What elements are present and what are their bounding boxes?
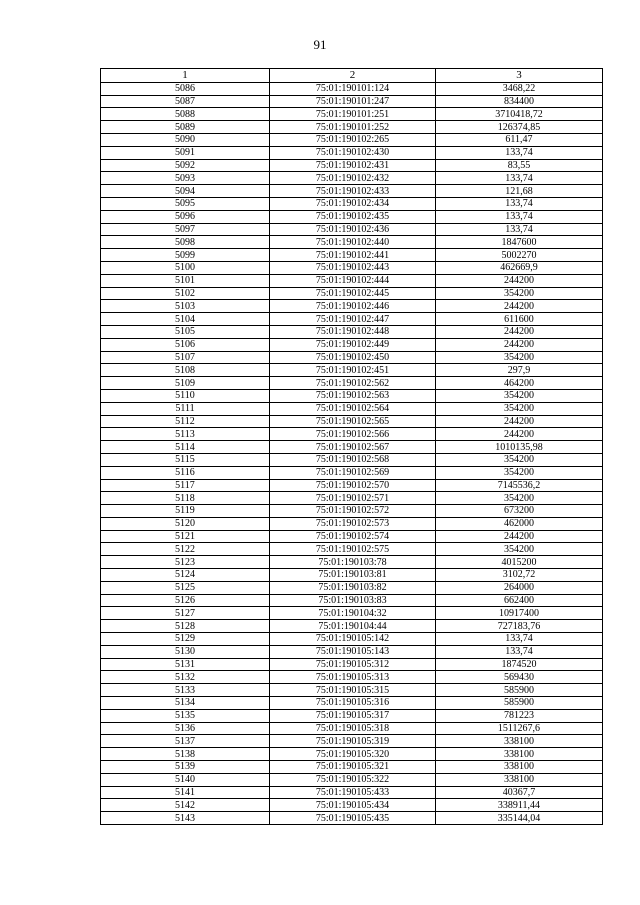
row-number-cell: 5139: [101, 761, 270, 774]
table-row: [101, 249, 603, 262]
table-row: [101, 735, 603, 748]
row-number-cell: 5131: [101, 658, 270, 671]
table-row: [101, 313, 603, 326]
cadastral-number-cell: 75:01:190102:435: [270, 210, 436, 223]
cadastral-value-cell: 338100: [436, 735, 603, 748]
row-number-cell: 5089: [101, 121, 270, 134]
cadastral-number-cell: 75:01:190102:570: [270, 479, 436, 492]
table-row: [101, 773, 603, 786]
row-number-cell: 5104: [101, 313, 270, 326]
row-number-cell: 5090: [101, 133, 270, 146]
cadastral-number-cell: 75:01:190103:81: [270, 569, 436, 582]
column-header: 2: [270, 69, 436, 83]
row-number-cell: 5126: [101, 594, 270, 607]
cadastral-value-cell: 5002270: [436, 249, 603, 262]
cadastral-number-cell: 75:01:190103:83: [270, 594, 436, 607]
cadastral-value-cell: 569430: [436, 671, 603, 684]
table-row: [101, 453, 603, 466]
table-body: [101, 82, 603, 824]
table-row: [101, 236, 603, 249]
cadastral-value-cell: 3710418,72: [436, 108, 603, 121]
row-number-cell: 5141: [101, 786, 270, 799]
cadastral-value-cell: 354200: [436, 543, 603, 556]
cadastral-number-cell: 75:01:190102:451: [270, 364, 436, 377]
row-number-cell: 5099: [101, 249, 270, 262]
cadastral-value-cell: 244200: [436, 325, 603, 338]
cadastral-number-cell: 75:01:190102:447: [270, 313, 436, 326]
cadastral-value-cell: 834400: [436, 95, 603, 108]
cadastral-number-cell: 75:01:190103:82: [270, 581, 436, 594]
cadastral-value-cell: 133,74: [436, 223, 603, 236]
cadastral-number-cell: 75:01:190101:251: [270, 108, 436, 121]
cadastral-number-cell: 75:01:190102:565: [270, 415, 436, 428]
cadastral-number-cell: 75:01:190102:574: [270, 530, 436, 543]
row-number-cell: 5096: [101, 210, 270, 223]
cadastral-number-cell: 75:01:190102:431: [270, 159, 436, 172]
table-row: [101, 633, 603, 646]
cadastral-value-cell: 354200: [436, 287, 603, 300]
cadastral-number-cell: 75:01:190102:432: [270, 172, 436, 185]
row-number-cell: 5109: [101, 377, 270, 390]
cadastral-value-cell: 611600: [436, 313, 603, 326]
cadastral-number-cell: 75:01:190102:573: [270, 517, 436, 530]
table-row: [101, 517, 603, 530]
cadastral-number-cell: 75:01:190102:265: [270, 133, 436, 146]
row-number-cell: 5118: [101, 492, 270, 505]
cadastral-value-cell: 354200: [436, 492, 603, 505]
table-row: [101, 159, 603, 172]
cadastral-number-cell: 75:01:190102:567: [270, 441, 436, 454]
table-row: [101, 761, 603, 774]
cadastral-value-cell: 1511267,6: [436, 722, 603, 735]
table-row: [101, 146, 603, 159]
cadastral-value-cell: 354200: [436, 466, 603, 479]
cadastral-value-cell: 585900: [436, 684, 603, 697]
row-number-cell: 5119: [101, 505, 270, 518]
cadastral-value-cell: 121,68: [436, 185, 603, 198]
cadastral-value-cell: 338100: [436, 773, 603, 786]
table-row: [101, 581, 603, 594]
cadastral-value-cell: 354200: [436, 389, 603, 402]
cadastral-value-cell: 354200: [436, 351, 603, 364]
row-number-cell: 5121: [101, 530, 270, 543]
table-row: [101, 594, 603, 607]
cadastral-value-cell: 133,74: [436, 172, 603, 185]
cadastral-number-cell: 75:01:190104:32: [270, 607, 436, 620]
table-row: [101, 492, 603, 505]
table-row: [101, 95, 603, 108]
table-row: [101, 505, 603, 518]
cadastral-value-cell: 133,74: [436, 146, 603, 159]
cadastral-number-cell: 75:01:190102:566: [270, 428, 436, 441]
cadastral-value-cell: 1847600: [436, 236, 603, 249]
cadastral-value-cell: 462669,9: [436, 261, 603, 274]
cadastral-value-cell: 611,47: [436, 133, 603, 146]
row-number-cell: 5122: [101, 543, 270, 556]
cadastral-number-cell: 75:01:190105:320: [270, 748, 436, 761]
row-number-cell: 5103: [101, 300, 270, 313]
cadastral-number-cell: 75:01:190105:319: [270, 735, 436, 748]
row-number-cell: 5091: [101, 146, 270, 159]
row-number-cell: 5134: [101, 697, 270, 710]
cadastral-value-cell: 244200: [436, 274, 603, 287]
cadastral-value-cell: 244200: [436, 530, 603, 543]
cadastral-number-cell: 75:01:190102:571: [270, 492, 436, 505]
cadastral-value-cell: 3102,72: [436, 569, 603, 582]
table-row: [101, 172, 603, 185]
table-row: [101, 799, 603, 812]
row-number-cell: 5140: [101, 773, 270, 786]
cadastral-value-cell: 40367,7: [436, 786, 603, 799]
cadastral-number-cell: 75:01:190105:316: [270, 697, 436, 710]
row-number-cell: 5135: [101, 709, 270, 722]
table-row: [101, 351, 603, 364]
row-number-cell: 5110: [101, 389, 270, 402]
table-row: [101, 300, 603, 313]
table-row: [101, 377, 603, 390]
table-row: [101, 428, 603, 441]
cadastral-value-cell: 464200: [436, 377, 603, 390]
cadastral-value-cell: 335144,04: [436, 812, 603, 825]
cadastral-number-cell: 75:01:190102:430: [270, 146, 436, 159]
row-number-cell: 5128: [101, 620, 270, 633]
table-row: [101, 338, 603, 351]
cadastral-value-cell: 1874520: [436, 658, 603, 671]
table-row: [101, 108, 603, 121]
row-number-cell: 5112: [101, 415, 270, 428]
row-number-cell: 5105: [101, 325, 270, 338]
cadastral-value-cell: 133,74: [436, 645, 603, 658]
table-header-row: [101, 69, 603, 83]
row-number-cell: 5130: [101, 645, 270, 658]
cadastral-value-cell: 244200: [436, 300, 603, 313]
row-number-cell: 5132: [101, 671, 270, 684]
row-number-cell: 5101: [101, 274, 270, 287]
row-number-cell: 5117: [101, 479, 270, 492]
table-row: [101, 287, 603, 300]
table-row: [101, 389, 603, 402]
cadastral-number-cell: 75:01:190105:435: [270, 812, 436, 825]
row-number-cell: 5124: [101, 569, 270, 582]
cadastral-value-cell: 462000: [436, 517, 603, 530]
table-row: [101, 748, 603, 761]
cadastral-value-table: [100, 68, 603, 825]
cadastral-number-cell: 75:01:190102:450: [270, 351, 436, 364]
table-row: [101, 121, 603, 134]
row-number-cell: 5087: [101, 95, 270, 108]
table-row: [101, 786, 603, 799]
cadastral-value-cell: 781223: [436, 709, 603, 722]
row-number-cell: 5133: [101, 684, 270, 697]
row-number-cell: 5113: [101, 428, 270, 441]
row-number-cell: 5092: [101, 159, 270, 172]
cadastral-number-cell: 75:01:190102:448: [270, 325, 436, 338]
table-row: [101, 364, 603, 377]
cadastral-value-cell: 662400: [436, 594, 603, 607]
row-number-cell: 5111: [101, 402, 270, 415]
table-row: [101, 223, 603, 236]
table-row: [101, 197, 603, 210]
cadastral-value-cell: 297,9: [436, 364, 603, 377]
cadastral-number-cell: 75:01:190102:445: [270, 287, 436, 300]
cadastral-number-cell: 75:01:190102:449: [270, 338, 436, 351]
cadastral-number-cell: 75:01:190102:434: [270, 197, 436, 210]
cadastral-value-cell: 338100: [436, 761, 603, 774]
cadastral-value-cell: 10917400: [436, 607, 603, 620]
cadastral-number-cell: 75:01:190105:318: [270, 722, 436, 735]
row-number-cell: 5107: [101, 351, 270, 364]
table-row: [101, 697, 603, 710]
cadastral-value-cell: 1010135,98: [436, 441, 603, 454]
table-row: [101, 607, 603, 620]
cadastral-value-cell: 354200: [436, 453, 603, 466]
row-number-cell: 5106: [101, 338, 270, 351]
table-row: [101, 82, 603, 95]
cadastral-value-cell: 338911,44: [436, 799, 603, 812]
table-row: [101, 441, 603, 454]
cadastral-number-cell: 75:01:190103:78: [270, 556, 436, 569]
cadastral-number-cell: 75:01:190105:433: [270, 786, 436, 799]
row-number-cell: 5125: [101, 581, 270, 594]
table-row: [101, 185, 603, 198]
row-number-cell: 5095: [101, 197, 270, 210]
table-row: [101, 722, 603, 735]
table-row: [101, 133, 603, 146]
cadastral-number-cell: 75:01:190105:313: [270, 671, 436, 684]
cadastral-number-cell: 75:01:190102:433: [270, 185, 436, 198]
cadastral-value-cell: 354200: [436, 402, 603, 415]
cadastral-number-cell: 75:01:190102:440: [270, 236, 436, 249]
row-number-cell: 5094: [101, 185, 270, 198]
cadastral-number-cell: 75:01:190102:562: [270, 377, 436, 390]
cadastral-number-cell: 75:01:190104:44: [270, 620, 436, 633]
cadastral-number-cell: 75:01:190102:441: [270, 249, 436, 262]
table-row: [101, 479, 603, 492]
cadastral-number-cell: 75:01:190102:444: [270, 274, 436, 287]
cadastral-value-cell: 7145536,2: [436, 479, 603, 492]
table-row: [101, 658, 603, 671]
cadastral-number-cell: 75:01:190105:142: [270, 633, 436, 646]
cadastral-number-cell: 75:01:190105:143: [270, 645, 436, 658]
cadastral-number-cell: 75:01:190105:322: [270, 773, 436, 786]
row-number-cell: 5137: [101, 735, 270, 748]
cadastral-number-cell: 75:01:190102:443: [270, 261, 436, 274]
cadastral-value-cell: 727183,76: [436, 620, 603, 633]
table-row: [101, 210, 603, 223]
row-number-cell: 5129: [101, 633, 270, 646]
table-row: [101, 671, 603, 684]
cadastral-number-cell: 75:01:190102:569: [270, 466, 436, 479]
row-number-cell: 5086: [101, 82, 270, 95]
cadastral-value-cell: 338100: [436, 748, 603, 761]
cadastral-number-cell: 75:01:190102:436: [270, 223, 436, 236]
table-row: [101, 684, 603, 697]
row-number-cell: 5116: [101, 466, 270, 479]
row-number-cell: 5102: [101, 287, 270, 300]
row-number-cell: 5114: [101, 441, 270, 454]
cadastral-value-cell: 244200: [436, 428, 603, 441]
cadastral-number-cell: 75:01:190101:247: [270, 95, 436, 108]
row-number-cell: 5088: [101, 108, 270, 121]
table-row: [101, 569, 603, 582]
table-row: [101, 402, 603, 415]
cadastral-number-cell: 75:01:190101:252: [270, 121, 436, 134]
cadastral-number-cell: 75:01:190102:446: [270, 300, 436, 313]
table-row: [101, 812, 603, 825]
table-row: [101, 620, 603, 633]
row-number-cell: 5115: [101, 453, 270, 466]
cadastral-number-cell: 75:01:190105:434: [270, 799, 436, 812]
table-row: [101, 415, 603, 428]
row-number-cell: 5143: [101, 812, 270, 825]
column-header: 1: [101, 69, 270, 83]
row-number-cell: 5100: [101, 261, 270, 274]
table-row: [101, 709, 603, 722]
cadastral-number-cell: 75:01:190105:317: [270, 709, 436, 722]
column-header: 3: [436, 69, 603, 83]
row-number-cell: 5123: [101, 556, 270, 569]
cadastral-value-cell: 3468,22: [436, 82, 603, 95]
cadastral-number-cell: 75:01:190105:315: [270, 684, 436, 697]
row-number-cell: 5098: [101, 236, 270, 249]
table-row: [101, 645, 603, 658]
row-number-cell: 5097: [101, 223, 270, 236]
row-number-cell: 5120: [101, 517, 270, 530]
cadastral-number-cell: 75:01:190101:124: [270, 82, 436, 95]
row-number-cell: 5093: [101, 172, 270, 185]
cadastral-value-cell: 264000: [436, 581, 603, 594]
cadastral-value-cell: 244200: [436, 415, 603, 428]
table-row: [101, 530, 603, 543]
cadastral-value-cell: 126374,85: [436, 121, 603, 134]
table-row: [101, 556, 603, 569]
cadastral-number-cell: 75:01:190102:563: [270, 389, 436, 402]
cadastral-value-cell: 133,74: [436, 197, 603, 210]
row-number-cell: 5142: [101, 799, 270, 812]
cadastral-value-cell: 673200: [436, 505, 603, 518]
cadastral-value-cell: 244200: [436, 338, 603, 351]
cadastral-number-cell: 75:01:190102:572: [270, 505, 436, 518]
cadastral-number-cell: 75:01:190102:564: [270, 402, 436, 415]
cadastral-value-cell: 585900: [436, 697, 603, 710]
cadastral-number-cell: 75:01:190105:321: [270, 761, 436, 774]
row-number-cell: 5108: [101, 364, 270, 377]
cadastral-number-cell: 75:01:190102:568: [270, 453, 436, 466]
table-row: [101, 261, 603, 274]
row-number-cell: 5138: [101, 748, 270, 761]
cadastral-value-cell: 4015200: [436, 556, 603, 569]
table-row: [101, 543, 603, 556]
table-row: [101, 325, 603, 338]
page-number: 91: [313, 37, 327, 52]
cadastral-number-cell: 75:01:190105:312: [270, 658, 436, 671]
row-number-cell: 5127: [101, 607, 270, 620]
table-row: [101, 274, 603, 287]
table-row: [101, 466, 603, 479]
row-number-cell: 5136: [101, 722, 270, 735]
cadastral-value-cell: 133,74: [436, 210, 603, 223]
cadastral-value-cell: 133,74: [436, 633, 603, 646]
cadastral-number-cell: 75:01:190102:575: [270, 543, 436, 556]
cadastral-value-cell: 83,55: [436, 159, 603, 172]
